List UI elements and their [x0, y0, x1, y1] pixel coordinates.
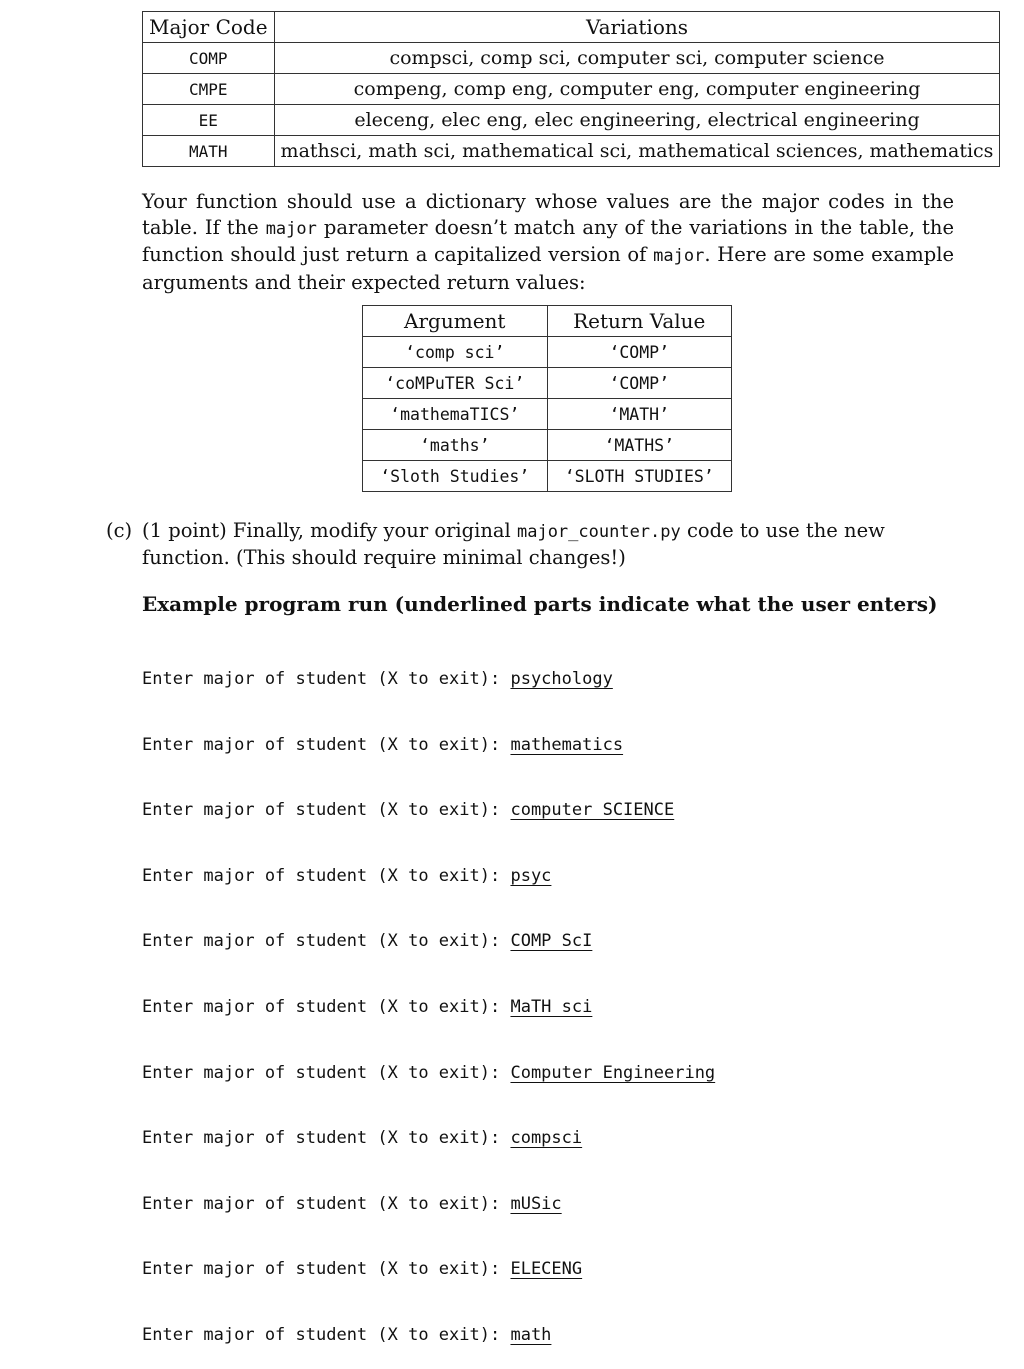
- variations-cell: eleceng, elec eng, elec engineering, electrical engineering: [274, 105, 1000, 136]
- major-code-cell: EE: [143, 105, 275, 136]
- run-prompt: Enter major of student (X to exit):: [142, 1324, 511, 1345]
- major-code-table: [142, 11, 1000, 167]
- example-run-transcript: [142, 627, 715, 1369]
- run-prompt: Enter major of student (X to exit):: [142, 669, 511, 689]
- header-variations: Variations: [274, 12, 1000, 43]
- variations-cell: compsci, comp sci, computer sci, computer science: [274, 43, 1000, 74]
- paragraph-text: . Here are some example arguments and their expected return values:: [142, 243, 955, 294]
- header-argument: Argument: [363, 306, 548, 337]
- argument-cell: ‘Sloth Studies’: [363, 461, 548, 492]
- return-value-cell: ‘MATH’: [547, 399, 732, 430]
- run-line: [142, 1192, 715, 1218]
- user-input: math: [510, 1324, 552, 1345]
- table-row: [363, 399, 732, 430]
- part-c-text-end: code to use the new function. (This should require minimal changes!): [142, 519, 885, 569]
- run-line: [142, 995, 715, 1021]
- user-input: Computer Engineering: [510, 1062, 716, 1083]
- paragraph-text: parameter doesn’t match any of the variations in the table, the function should just return a capitalized version of: [142, 215, 954, 267]
- argument-cell: ‘maths’: [363, 430, 548, 461]
- table-row: [363, 461, 732, 492]
- table-header-row: [363, 306, 732, 337]
- return-value-cell: ‘COMP’: [547, 337, 732, 368]
- user-input: computer SCIENCE: [510, 800, 675, 821]
- table-row: [363, 368, 732, 399]
- paragraph-text: Your function should use a dictionary whose values are the major codes in the table. If the: [142, 190, 954, 239]
- run-prompt: Enter major of student (X to exit):: [142, 1128, 511, 1149]
- major-code-cell: COMP: [143, 43, 275, 74]
- run-prompt: Enter major of student (X to exit):: [142, 1193, 511, 1214]
- argument-cell: ‘comp sci’: [363, 337, 548, 368]
- table-row: [363, 430, 732, 461]
- instruction-paragraph: [142, 189, 954, 295]
- run-line: [142, 864, 715, 890]
- return-value-cell: ‘COMP’: [547, 368, 732, 399]
- user-input: mUSic: [510, 1193, 562, 1214]
- table-row: [143, 74, 1000, 105]
- inline-code-major: major: [653, 246, 705, 267]
- user-input: psychology: [510, 669, 613, 689]
- inline-code-filename: major_counter.py: [516, 522, 681, 542]
- run-line: [142, 1061, 715, 1087]
- table-row: [363, 337, 732, 368]
- header-major-code: Major Code: [143, 12, 275, 43]
- table-row: [143, 136, 1000, 167]
- run-line: [142, 733, 715, 759]
- run-line: [142, 1126, 715, 1152]
- user-input: psyc: [510, 865, 552, 886]
- argument-cell: ‘mathemaTICS’: [363, 399, 548, 430]
- part-label: (c): [106, 519, 133, 542]
- run-line: [142, 1323, 715, 1349]
- run-prompt: Enter major of student (X to exit):: [142, 865, 511, 886]
- run-prompt: Enter major of student (X to exit):: [142, 931, 511, 952]
- run-line: [142, 929, 715, 955]
- part-c-text: [142, 518, 956, 571]
- run-prompt: Enter major of student (X to exit):: [142, 800, 511, 821]
- user-input: compsci: [510, 1128, 583, 1149]
- header-return-value: Return Value: [547, 306, 732, 337]
- example-run-heading: Example program run (underlined parts indicate what the user enters): [142, 592, 938, 616]
- run-line: [142, 798, 715, 824]
- return-value-cell: ‘SLOTH STUDIES’: [547, 461, 732, 492]
- user-input: ELECENG: [510, 1259, 583, 1280]
- run-prompt: Enter major of student (X to exit):: [142, 1062, 511, 1083]
- variations-cell: compeng, comp eng, computer eng, computer engineering: [274, 74, 1000, 105]
- return-value-cell: ‘MATHS’: [547, 430, 732, 461]
- example-values-table: [362, 305, 732, 492]
- part-c-question: [106, 518, 956, 571]
- major-code-cell: CMPE: [143, 74, 275, 105]
- major-code-cell: MATH: [143, 136, 275, 167]
- run-line: [142, 667, 715, 693]
- argument-cell: ‘coMPuTER Sci’: [363, 368, 548, 399]
- table-row: [143, 105, 1000, 136]
- run-prompt: Enter major of student (X to exit):: [142, 1259, 511, 1280]
- user-input: COMP ScI: [510, 931, 593, 952]
- part-c-text-start: (1 point) Finally, modify your original: [142, 519, 517, 542]
- user-input: MaTH sci: [510, 996, 593, 1017]
- run-prompt: Enter major of student (X to exit):: [142, 996, 511, 1017]
- inline-code-major: major: [265, 218, 317, 239]
- table-header-row: [143, 12, 1000, 43]
- run-line: [142, 1257, 715, 1283]
- variations-cell: mathsci, math sci, mathematical sci, mathematical sciences, mathematics: [274, 136, 1000, 167]
- table-row: [143, 43, 1000, 74]
- user-input: mathematics: [510, 734, 624, 755]
- run-prompt: Enter major of student (X to exit):: [142, 734, 511, 755]
